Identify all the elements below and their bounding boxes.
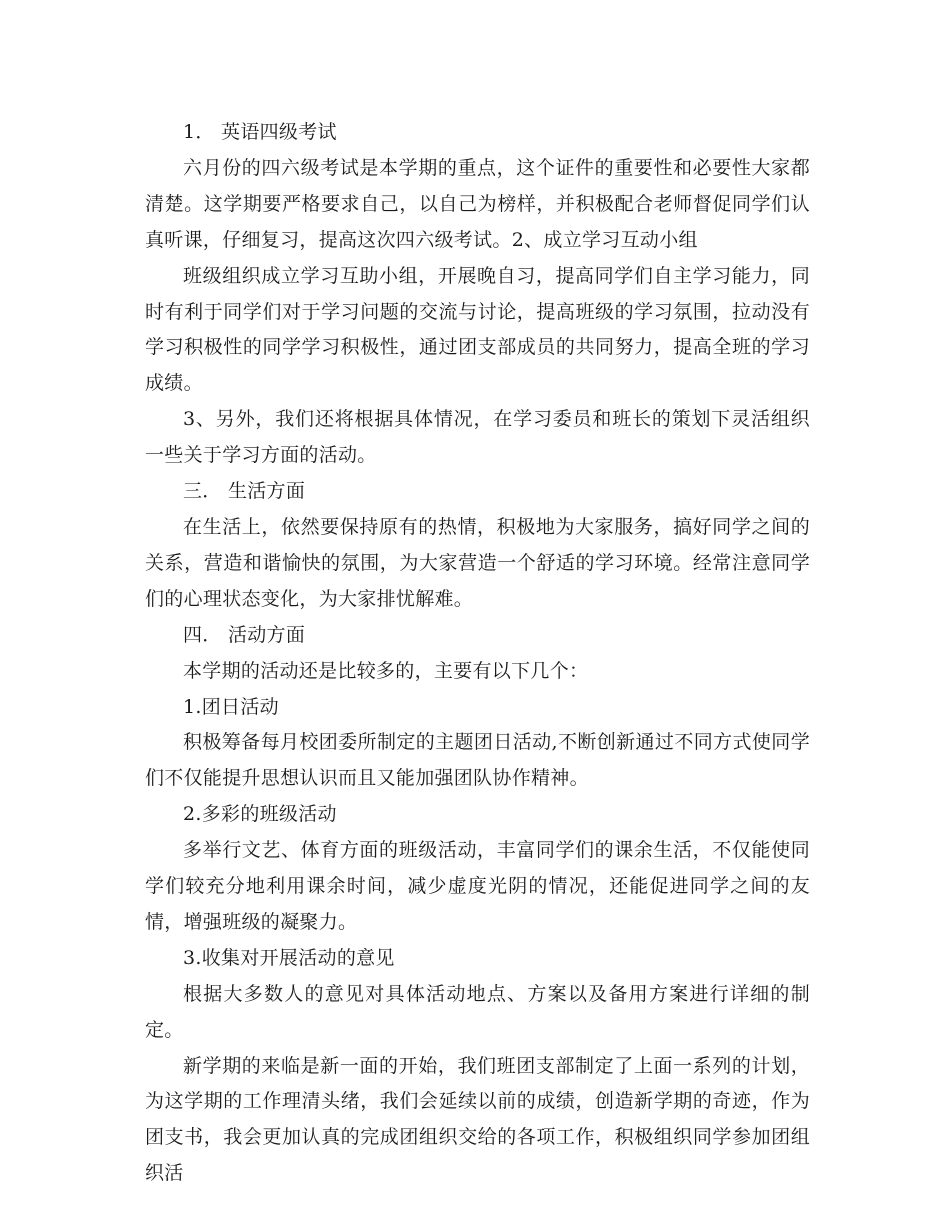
paragraph-activities-intro: 本学期的活动还是比较多的，主要有以下几个： [183, 659, 589, 682]
subheading-collect-opinions: 3.收集对开展活动的意见 [183, 946, 395, 969]
paragraph-league-day: 积极筹备每月校团委所制定的主题团日活动,不断创新通过不同方式使同学们不仅能提升思想认识而且又能加强团队协作精神。 [145, 731, 810, 790]
heading-life: 三． 生活方面 [183, 480, 306, 503]
heading-cet-exam: 1． 英语四级考试 [183, 121, 337, 143]
heading-activities: 四． 活动方面 [183, 623, 306, 646]
document-body [145, 115, 810, 1192]
subheading-class-activities: 2.多彩的班级活动 [183, 803, 337, 826]
paragraph-study-activities: 3、另外，我们还将根据具体情况，在学习委员和班长的策划下灵活组织一些关于学习方面的活动。 [145, 408, 810, 467]
paragraph-class-activities: 多举行文艺、体育方面的班级活动，丰富同学们的课余生活，不仅能使同学们较充分地利用课余时间，减少虚度光阴的情况，还能促进同学之间的友情，增强班级的凝聚力。 [145, 839, 810, 933]
paragraph-conclusion: 新学期的来临是新一面的开始，我们班团支部制定了上面一系列的计划，为这学期的工作理清头绪，我们会延续以前的成绩，创造新学期的奇迹，作为团支书，我会更加认真的完成团组织交给的各项工作，积极组织同学参加团组织活 [145, 1054, 810, 1185]
subheading-league-day: 1.团日活动 [183, 695, 279, 718]
paragraph-life: 在生活上，依然要保持原有的热情，积极地为大家服务，搞好同学之间的关系，营造和谐愉快的氛围，为大家营造一个舒适的学习环境。经常注意同学们的心理状态变化，为大家排忧解难。 [145, 515, 810, 610]
paragraph-collect-opinions: 根据大多数人的意见对具体活动地点、方案以及备用方案进行详细的制定。 [145, 982, 810, 1041]
paragraph-cet-exam: 六月份的四六级考试是本学期的重点，这个证件的重要性和必要性大家都清楚。这学期要严格要求自己，以自己为榜样，并积极配合老师督促同学们认真听课，仔细复习，提高这次四六级考试。2、成立学习互动小组 [145, 156, 810, 251]
paragraph-study-group: 班级组织成立学习互助小组，开展晚自习，提高同学们自主学习能力，同时有利于同学们对于学习问题的交流与讨论，提高班级的学习氛围，拉动没有学习积极性的同学学习积极性，通过团支部成员的共同努力，提高全班的学习成绩。 [145, 264, 810, 395]
